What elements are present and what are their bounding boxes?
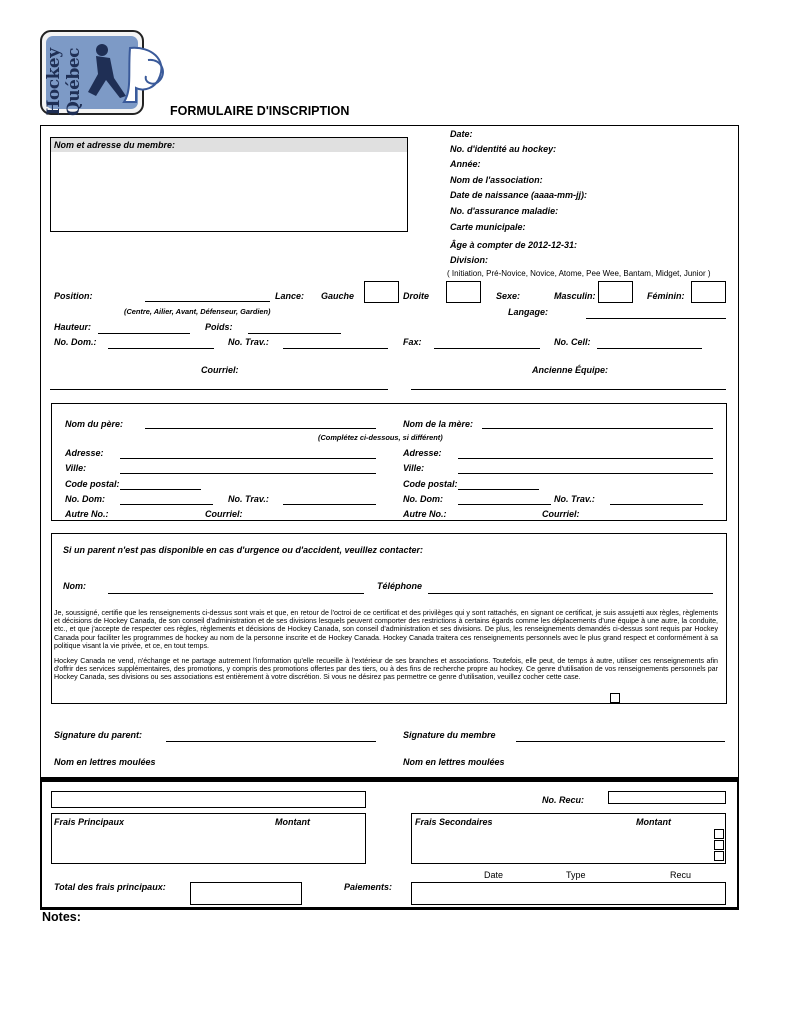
no-dom-field[interactable] xyxy=(108,348,214,349)
fees-checkbox-2[interactable] xyxy=(714,840,724,850)
mere-no-dom-label: No. Dom: xyxy=(403,494,443,504)
consent-paragraph-1: Je, soussigné, certifie que les renseignements ci-dessus sont vrais et que, en retour de l'octroi de ce certificat et des privilèges qui y sont rattachés, en signant ce certificat, je suis assujetti aux règles, règlements et décisions de Hockey Canada, de son conseil d'administration et de ses divisions lesquels peuvent comporter des restrictions à certains égards comme les déplacements d'une équipe à une autre, la conduite, etc., et que j'accepte de respecter ces règles, règlements et décisions de Hockey Canada, son conseil d'administration et ses divisions. De plus, les renseignements demandés ci-dessus sont requis par Hockey Canada pour faciliter les programmes de hockey au nom de la personne inscrite et de Hockey Canada. Hockey Canada traitera ces renseignements personnels avec le plus grand respect et conformément à sa politique visant la vie privée, et ce, en tout temps. xyxy=(54,609,718,650)
signature-membre-field[interactable] xyxy=(516,741,725,742)
poids-field[interactable] xyxy=(248,333,341,334)
droite-checkbox[interactable] xyxy=(446,281,481,303)
ancienne-equipe-field[interactable] xyxy=(411,389,726,390)
fax-label: Fax: xyxy=(403,337,422,347)
feminin-label: Féminin: xyxy=(647,291,685,301)
mere-no-dom-field[interactable] xyxy=(458,504,551,505)
pere-no-trav-field[interactable] xyxy=(283,504,376,505)
sexe-label: Sexe: xyxy=(496,291,521,301)
fees-checkbox-3[interactable] xyxy=(714,851,724,861)
pere-code-postal-label: Code postal: xyxy=(65,479,120,489)
hockey-quebec-logo xyxy=(40,30,172,116)
no-recu-label: No. Recu: xyxy=(542,795,585,805)
no-trav-field[interactable] xyxy=(283,348,388,349)
notes-label: Notes: xyxy=(42,910,81,924)
page-title: FORMULAIRE D'INSCRIPTION xyxy=(170,104,350,118)
pere-code-postal-field[interactable] xyxy=(120,489,201,490)
signature-parent-label: Signature du parent: xyxy=(54,730,143,740)
paiements-field[interactable] xyxy=(411,882,726,905)
association-label: Nom de l'association: xyxy=(450,175,543,185)
total-frais-field[interactable] xyxy=(190,882,302,905)
mere-no-trav-label: No. Trav.: xyxy=(554,494,595,504)
frais-principaux-label: Frais Principaux xyxy=(54,817,125,827)
nom-pere-label: Nom du père: xyxy=(65,419,124,429)
frais-secondaires-label: Frais Secondaires xyxy=(415,817,493,827)
gauche-label: Gauche xyxy=(321,291,355,301)
langage-label: Langage: xyxy=(508,307,549,317)
langage-field[interactable] xyxy=(586,318,726,319)
gauche-checkbox[interactable] xyxy=(364,281,399,303)
fees-name-field[interactable] xyxy=(51,791,366,808)
ancienne-equipe-label: Ancienne Équipe: xyxy=(532,365,609,375)
montant-secondaires-label: Montant xyxy=(636,817,671,827)
pere-ville-field[interactable] xyxy=(120,473,376,474)
date-label: Date: xyxy=(450,129,473,139)
no-trav-label: No. Trav.: xyxy=(228,337,269,347)
position-hint: (Centre, Ailier, Avant, Défenseur, Gardien) xyxy=(124,307,271,316)
courriel-label: Courriel: xyxy=(201,365,239,375)
no-cell-field[interactable] xyxy=(597,348,702,349)
nom-lettres-parent-label: Nom en lettres moulées xyxy=(54,757,156,767)
municipal-card-label: Carte municipale: xyxy=(450,222,526,232)
total-frais-label: Total des frais principaux: xyxy=(54,882,166,892)
pere-ville-label: Ville: xyxy=(65,463,87,473)
droite-label: Droite xyxy=(403,291,430,301)
masculin-checkbox[interactable] xyxy=(598,281,633,303)
member-box-label: Nom et adresse du membre: xyxy=(54,140,176,150)
member-address-box[interactable] xyxy=(50,137,408,232)
mere-code-postal-label: Code postal: xyxy=(403,479,458,489)
feminin-checkbox[interactable] xyxy=(691,281,726,303)
pere-adresse-field[interactable] xyxy=(120,458,376,459)
pere-courriel-label: Courriel: xyxy=(205,509,243,519)
nom-mere-field[interactable] xyxy=(482,428,713,429)
annee-label: Année: xyxy=(450,159,481,169)
consent-paragraph-2: Hockey Canada ne vend, n'échange et ne partage autrement l'information qu'elle recueille à l'extérieur de ses branches et associations. Toutefois, elle peut, de temps à autre, utiliser ces renseignements afin d'offrir des services supplémentaires, des promotions, y compris des promotions offertes par des tiers, ou à des fins de recherche propre au hockey. Ce genre d'utilisation de vos renseignements personnels par Hockey Canada, ses divisions ou ses associations est entièrement à votre discrétion. Si vous ne désirez pas permettre ce genre d'utilisation, veuillez cocher cette case. xyxy=(54,657,718,682)
mere-no-trav-field[interactable] xyxy=(610,504,703,505)
mere-adresse-field[interactable] xyxy=(458,458,713,459)
fax-field[interactable] xyxy=(434,348,540,349)
logo-text: Hockey Québec xyxy=(44,47,84,117)
opt-out-checkbox[interactable] xyxy=(610,693,620,703)
fees-checkbox-1[interactable] xyxy=(714,829,724,839)
position-field[interactable] xyxy=(145,301,270,302)
nom-mere-label: Nom de la mère: xyxy=(403,419,474,429)
mere-ville-field[interactable] xyxy=(458,473,713,474)
no-recu-field[interactable] xyxy=(608,791,726,804)
no-dom-label: No. Dom.: xyxy=(54,337,97,347)
mere-ville-label: Ville: xyxy=(403,463,425,473)
no-cell-label: No. Cell: xyxy=(554,337,591,347)
emergency-nom-field[interactable] xyxy=(108,593,364,594)
nom-pere-field[interactable] xyxy=(145,428,376,429)
health-insurance-label: No. d'assurance maladie: xyxy=(450,206,559,216)
pere-autre-no-label: Autre No.: xyxy=(65,509,109,519)
mere-adresse-label: Adresse: xyxy=(403,448,442,458)
signature-membre-label: Signature du membre xyxy=(403,730,496,740)
pere-adresse-label: Adresse: xyxy=(65,448,104,458)
hauteur-field[interactable] xyxy=(98,333,190,334)
mere-code-postal-field[interactable] xyxy=(458,489,539,490)
recu-column-header: Recu xyxy=(670,870,692,880)
date-column-header: Date xyxy=(484,870,504,880)
parents-hint: (Complétez ci-dessous, si différent) xyxy=(318,433,443,442)
masculin-label: Masculin: xyxy=(554,291,596,301)
emergency-nom-label: Nom: xyxy=(63,581,86,591)
division-label: Division: xyxy=(450,255,489,265)
montant-principaux-label: Montant xyxy=(275,817,310,827)
emergency-telephone-label: Téléphone xyxy=(377,581,423,591)
position-label: Position: xyxy=(54,291,93,301)
emergency-telephone-field[interactable] xyxy=(428,593,713,594)
hauteur-label: Hauteur: xyxy=(54,322,92,332)
poids-label: Poids: xyxy=(205,322,233,332)
division-hint: ( Initiation, Pré-Novice, Novice, Atome, Pee Wee, Bantam, Midget, Junior ) xyxy=(447,269,711,278)
hockey-id-label: No. d'identité au hockey: xyxy=(450,144,557,154)
emergency-title: Si un parent n'est pas disponible en cas d'urgence ou d'accident, veuillez contacter: xyxy=(63,545,424,555)
age-label: Âge à compter de 2012-12-31: xyxy=(450,240,578,250)
pere-no-trav-label: No. Trav.: xyxy=(228,494,269,504)
lance-label: Lance: xyxy=(275,291,305,301)
paiements-label: Paiements: xyxy=(344,882,393,892)
mere-courriel-label: Courriel: xyxy=(542,509,580,519)
courriel-field[interactable] xyxy=(50,389,388,390)
signature-parent-field[interactable] xyxy=(166,741,376,742)
nom-lettres-membre-label: Nom en lettres moulées xyxy=(403,757,505,767)
pere-no-dom-label: No. Dom: xyxy=(65,494,105,504)
birthdate-label: Date de naissance (aaaa-mm-jj): xyxy=(450,190,588,200)
pere-no-dom-field[interactable] xyxy=(120,504,213,505)
type-column-header: Type xyxy=(566,870,586,880)
mere-autre-no-label: Autre No.: xyxy=(403,509,447,519)
